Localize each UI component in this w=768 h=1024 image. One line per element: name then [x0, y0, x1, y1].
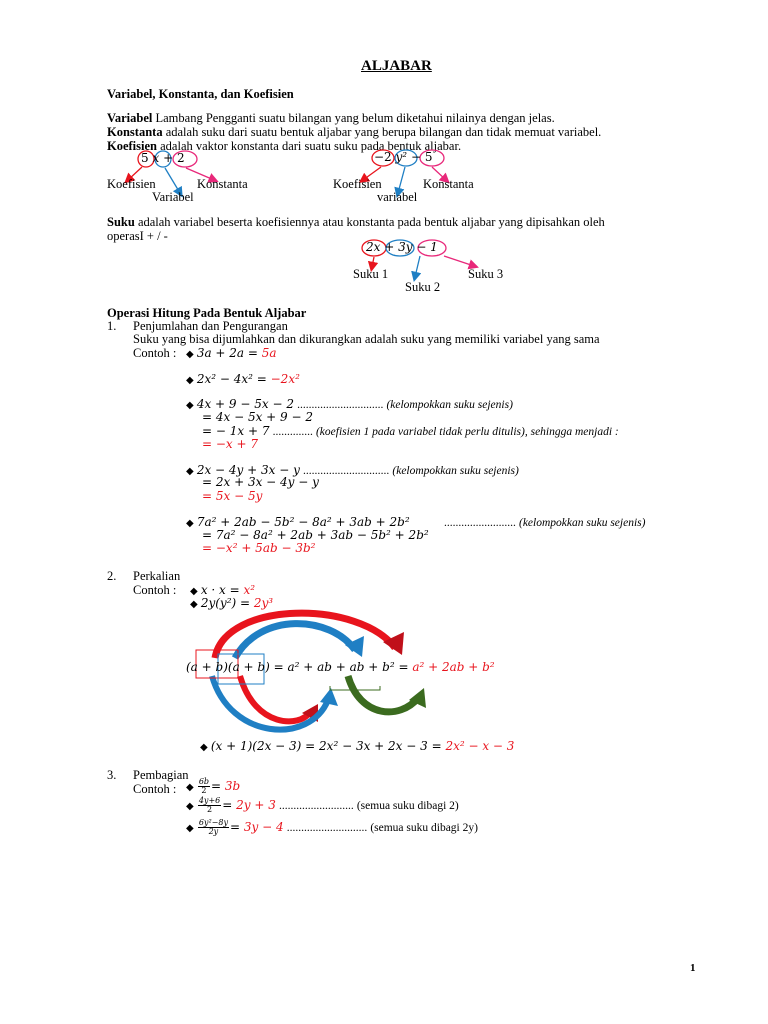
example-equals: =	[222, 797, 237, 812]
fraction-numerator: 6b	[198, 777, 210, 786]
example2-label-koefisien: Koefisien	[333, 177, 382, 191]
section-heading-variables: Variabel, Konstanta, dan Koefisien	[107, 87, 294, 101]
example-equals: =	[202, 437, 216, 451]
op2-title: Perkalian	[133, 569, 181, 583]
example-3a	[186, 346, 277, 361]
bullet-icon: ◆	[190, 599, 198, 610]
definition-text: adalah vaktor konstanta dari suatu suku pada bentuk aljabar.	[157, 139, 462, 153]
fraction-numerator: 4y+6	[198, 796, 221, 805]
example-expression: 7a² + 2ab − 5b² − 8a² + 3ab + 2b²	[196, 515, 410, 529]
example-7a-note	[444, 515, 645, 530]
example1-expression	[141, 152, 185, 166]
op1-contoh: Contoh :	[133, 346, 177, 360]
definition-text: adalah suku dari suatu bentuk aljabar yang berupa bilangan dan tidak memuat variabel.	[162, 125, 602, 139]
example-result: 2y³	[253, 596, 274, 610]
dotted-leader: ............................	[286, 821, 368, 834]
example2-constant: − 5	[410, 150, 433, 164]
fraction	[198, 778, 210, 796]
bullet-icon: ◆	[186, 375, 194, 386]
example-lhs: 2y(y²) =	[200, 596, 254, 610]
fraction-numerator: 6y²−8y	[198, 818, 228, 827]
example-2x2	[186, 372, 300, 387]
example-7a-result: = −x² + 5ab − 3b²	[202, 541, 316, 555]
dotted-leader: .........................	[444, 517, 516, 529]
example-note: (kelompokkan suku sejenis)	[392, 465, 519, 477]
suku-term: Suku	[107, 215, 135, 229]
suku-definition-line2: operasI + / -	[107, 229, 168, 243]
example-expression: = − 1x + 7	[202, 424, 270, 438]
op3-title: Pembagian	[133, 768, 189, 782]
op3-number: 3.	[107, 768, 117, 782]
example-4x-line2: = 4x − 5x + 9 − 2	[202, 410, 313, 424]
example-result: 3b	[224, 778, 241, 793]
example-lhs: x · x =	[200, 583, 244, 597]
bullet-icon: ◆	[186, 400, 194, 411]
example-7a-line2: = 7a² − 8a² + 2ab + 3ab − 5b² + 2b²	[202, 528, 429, 542]
dotted-leader: ..............................	[297, 399, 384, 411]
example-lhs: (x + 1)(2x − 3) = 2x² − 3x + 2x − 3 =	[210, 739, 446, 753]
example-result: a² + 2ab + b²	[412, 660, 495, 674]
bullet-icon: ◆	[200, 742, 208, 753]
mul-example-foil	[186, 660, 495, 675]
dotted-leader: ..........................	[278, 799, 354, 812]
example-result: 5a	[261, 346, 277, 360]
example2-coefficient: −2	[374, 150, 392, 164]
example2-label-variabel: variabel	[377, 190, 418, 204]
definition-term: Variabel	[107, 111, 153, 125]
example-result: −x + 7	[215, 437, 259, 451]
bullet-icon: ◆	[186, 822, 194, 834]
bullet-icon: ◆	[186, 518, 194, 529]
op1-number: 1.	[107, 319, 117, 333]
suku-expression: 2x + 3y − 1	[366, 240, 438, 254]
suku-definition	[107, 215, 605, 229]
op1-description: Suku yang bisa dijumlahkan dan dikurangkan adalah suku yang memiliki variabel yang sama	[133, 332, 600, 346]
example-result: 2y + 3	[236, 797, 276, 812]
section-heading-operations: Operasi Hitung Pada Bentuk Aljabar	[107, 306, 307, 320]
div-example-c	[186, 819, 478, 837]
example-result: 3y − 4	[243, 819, 284, 834]
example1-variable: x	[152, 151, 160, 165]
bullet-icon: ◆	[186, 349, 194, 360]
example-expression: 2x − 4y + 3x − y	[196, 463, 300, 477]
example-note: (kelompokkan suku sejenis)	[519, 517, 646, 529]
example-2x-line2: = 2x + 3x − 4y − y	[202, 475, 319, 489]
example-result: 5x − 5y	[215, 489, 263, 503]
example-2x-line3	[202, 489, 262, 504]
fraction-denominator: 2y	[208, 827, 219, 837]
example-note: (semua suku dibagi 2y)	[370, 821, 478, 834]
example1-label-konstanta: Konstanta	[197, 177, 248, 191]
example-lhs: 3a + 2a =	[196, 346, 262, 360]
example-expression: 4x + 9 − 5x − 2	[196, 397, 294, 411]
suku-label-2: Suku 2	[405, 280, 441, 294]
fraction	[198, 797, 221, 815]
suku-text: adalah variabel beserta koefisiennya atau konstanta pada bentuk aljabar yang dipisahkan oleh	[134, 215, 605, 229]
example-4x-line3	[202, 424, 619, 439]
definition-term: Konstanta	[107, 125, 163, 139]
example-lhs: (a + b)(a + b) = a² + ab + ab + b² =	[186, 660, 413, 674]
example-equals: =	[229, 819, 244, 834]
example2-expression	[374, 151, 432, 165]
div-example-a	[186, 778, 240, 796]
fraction-denominator: 2	[201, 786, 207, 796]
example2-variable: y²	[395, 150, 408, 164]
example2-label-konstanta: Konstanta	[423, 177, 474, 191]
dotted-leader: ..............................	[303, 465, 390, 477]
example1-constant: + 2	[163, 151, 185, 165]
arrow-suku3	[444, 256, 474, 266]
foil-arrowhead-blue-lower	[320, 688, 338, 706]
example-equals: =	[202, 489, 216, 503]
example-note: (semua suku dibagi 2)	[356, 799, 459, 812]
dotted-leader: ..............	[272, 426, 313, 438]
example-equals: =	[211, 778, 225, 793]
op3-contoh: Contoh :	[133, 782, 177, 796]
example-4x-line4	[202, 437, 258, 452]
foil-arrow-blue	[235, 624, 355, 658]
suku-label-1: Suku 1	[353, 267, 389, 281]
bullet-icon: ◆	[186, 466, 194, 477]
page-number: 1	[690, 962, 696, 974]
arrow-suku2	[415, 256, 420, 277]
definition-term: Koefisien	[107, 139, 157, 153]
example-result: −2x²	[270, 372, 300, 386]
example-result: x²	[243, 583, 256, 597]
op1-title: Penjumlahan dan Pengurangan	[133, 319, 288, 333]
example-lhs: 2x² − 4x² =	[196, 372, 271, 386]
arrow-suku1	[372, 257, 374, 267]
example-note: (kelompokkan suku sejenis)	[386, 399, 513, 411]
example-note: (koefisien 1 pada variabel tidak perlu ditulis), sehingga menjadi :	[315, 426, 619, 438]
foil-arrow-green	[348, 676, 418, 712]
foil-arrow-red-lower	[240, 676, 310, 721]
fraction	[198, 819, 229, 837]
suku-label-3: Suku 3	[468, 267, 504, 281]
example1-label-variabel: Variabel	[152, 190, 194, 204]
example-result: 2x² − x − 3	[445, 739, 515, 753]
example1-label-koefisien: Koefisien	[107, 177, 156, 191]
bullet-icon: ◆	[186, 800, 194, 812]
mul-example-d	[200, 739, 514, 754]
op2-number: 2.	[107, 569, 117, 583]
bullet-icon: ◆	[190, 586, 198, 597]
definition-text: Lambang Pengganti suatu bilangan yang belum diketahui nilainya dengan jelas.	[152, 111, 555, 125]
example1-coefficient: 5	[141, 151, 149, 165]
div-example-b	[186, 797, 459, 815]
bullet-icon: ◆	[186, 781, 194, 793]
op2-contoh: Contoh :	[133, 583, 177, 597]
mul-example-b	[190, 596, 273, 611]
fraction-denominator: 2	[206, 805, 213, 815]
page-title: ALJABAR	[361, 58, 432, 74]
